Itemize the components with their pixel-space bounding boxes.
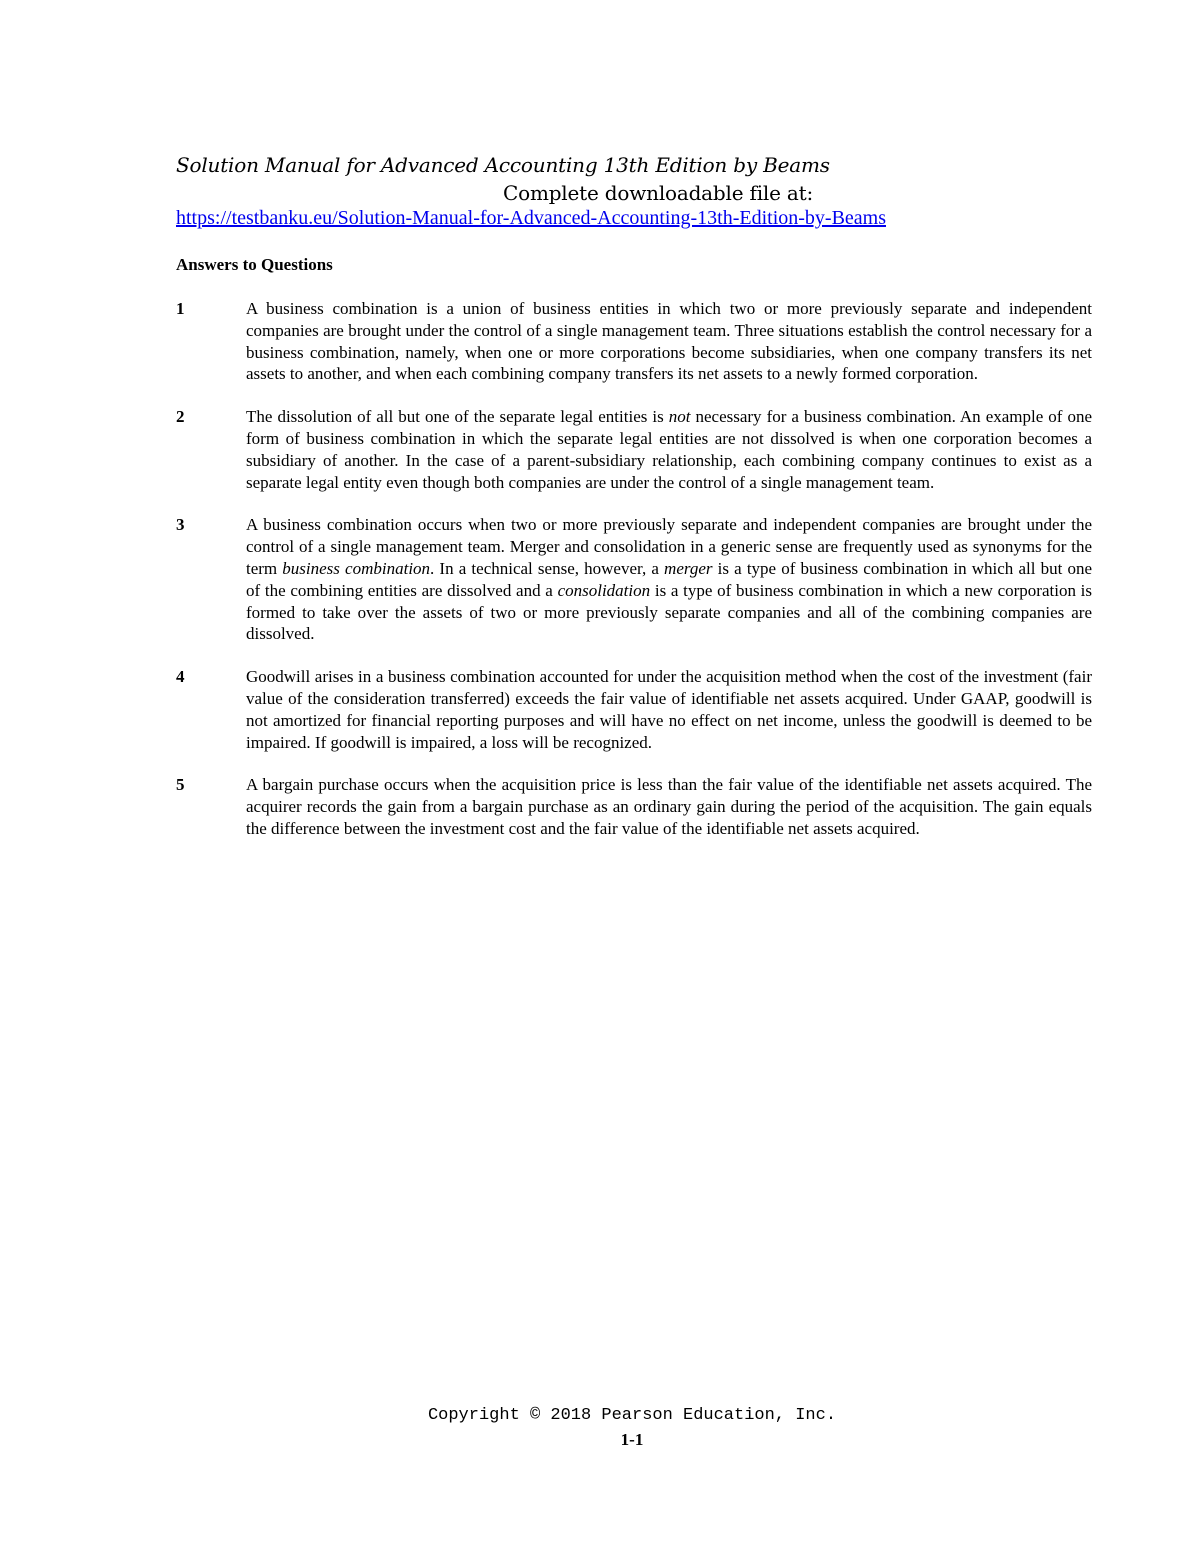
answer-item [176,666,1092,753]
emphasized-term: merger [664,558,713,578]
answer-text-run: Goodwill arises in a business combination accounted for under the acquisition method when the cost of the investment (fair value of the consideration transferred) exceeds the fair value of identifiable net assets acquired. Under GAAP, goodwill is not amortized for financial reporting purposes and will have no effect on net income, unless the goodwill is deemed to be impaired. If goodwill is impaired, a loss will be recognized. [246,667,1092,752]
emphasized-term: consolidation [557,580,651,600]
answer-number: 3 [176,515,185,535]
answer-text [246,406,1092,493]
emphasized-term: not [668,407,691,427]
answer-text-run: A bargain purchase occurs when the acquisition price is less than the fair value of the identifiable net assets acquired. The acquirer records the gain from a bargain purchase as an ordinary gain during the period of the acquisition. The gain equals the difference between the investment cost and the fair value of the identifiable net assets acquired. [246,775,1092,838]
answer-number: 5 [176,775,185,795]
answer-item [176,514,1092,645]
download-note: Complete downloadable file at: [503,181,813,205]
download-link[interactable]: https://testbanku.eu/Solution-Manual-for-Advanced-Accounting-13th-Edition-by-Beams [176,207,886,229]
page-number: 1-1 [620,1430,644,1449]
answer-text-run: is a type of business combination in which a new corporation is formed to take over the assets of two or more previously separate companies and all of the combining companies are dissolved. [246,580,1092,644]
answer-text-run: . In a technical sense, however, a [430,558,665,578]
answer-text [246,774,1092,839]
answer-text-run: The dissolution of all but one of the separate legal entities is [246,407,669,427]
answer-number: 1 [176,299,185,318]
answer-text-run: necessary for a business combination. An example of one form of business combination in which the separate legal entities are not dissolved is when one corporation becomes a subsidiary of another. In the case of a parent-subsidiary relationship, each combining company continues to exist as a separate legal entity even though both companies are under the control of a single management team. [246,407,1093,492]
answer-text [246,298,1092,385]
answer-text [246,666,1092,753]
answer-number: 2 [176,407,185,427]
answer-item [176,406,1092,493]
emphasized-term: business combination [282,558,431,578]
footer-copyright: Copyright © 2018 Pearson Education, Inc. [427,1406,837,1425]
answer-item [176,774,1092,839]
answer-text [246,514,1092,645]
answer-text-run: A business combination occurs when two or more previously separate and independent companies are brought under the control of a single management team. Merger and consolidation in a generic sense are frequently used as synonyms for the term [246,515,1092,578]
answer-number: 4 [176,667,185,687]
answers-list [176,298,1092,861]
answer-text-run: A business combination is a union of business entities in which two or more previously separate and independent companies are brought under the control of a single management team. Three situations establish the control necessary for a business combination, namely, when one or more corporations become subsidiaries, when one company transfers its net assets to another, and when each combining company transfers its net assets to a newly formed corporation. [246,299,1092,384]
section-heading: Answers to Questions [176,255,333,274]
answer-text-run: is a type of business combination in which all but one of the combining entities are dissolved and a [246,558,1092,600]
answer-item [176,298,1092,385]
document-title: Solution Manual for Advanced Accounting 13th Edition by Beams [176,153,830,177]
